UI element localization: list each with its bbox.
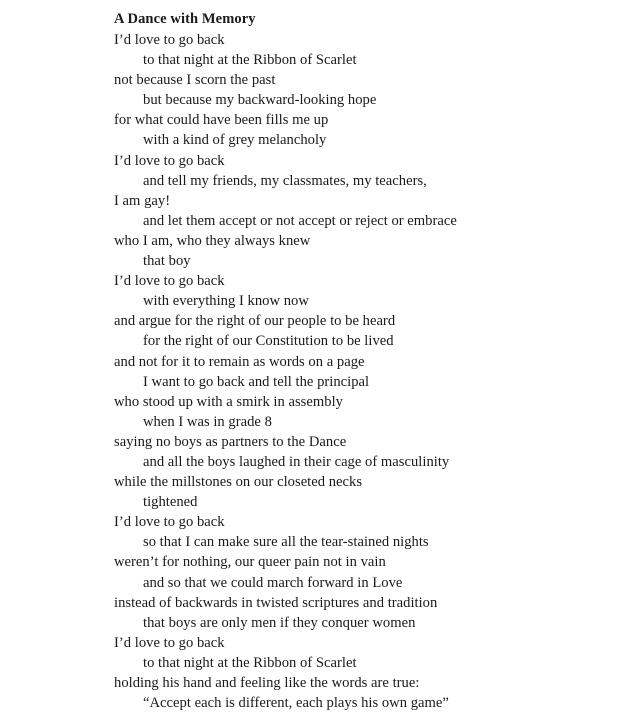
poem-line: who stood up with a smirk in assembly [114,393,343,410]
poem-line: I’d love to go back [114,32,225,48]
poem-line: to that night at the Ribbon of Scarlet [143,654,357,671]
poem-line: weren’t for nothing, our queer pain not in vain [114,554,386,571]
poem-line: not because I scorn the past [114,72,276,89]
poem-line: tightened [143,494,198,511]
poem-line: for the right of our Constitution to be lived [143,333,394,350]
poem-line: with everything I know now [143,293,309,310]
poem-line: but because my backward-looking hope [143,92,377,109]
page-title: A Dance with Memory [114,10,256,27]
poem-line: and all the boys laughed in their cage of masculinity [143,453,450,470]
poem-line: I’d love to go back [114,514,225,531]
poem-line: and so that we could march forward in Love [143,574,403,591]
poem-line: that boy [143,253,191,270]
poem-line: to that night at the Ribbon of Scarlet [143,52,357,69]
poem-line: for what could have been fills me up [114,112,329,129]
poem-line: I’d love to go back [114,634,225,651]
poem-line: instead of backwards in twisted scriptures and tradition [114,594,438,611]
poem-line: and tell my friends, my classmates, my teachers, [143,172,427,189]
poem-line: I’d love to go back [114,273,225,290]
poem-line: I am gay! [114,192,171,209]
poem-line: when I was in grade 8 [143,413,272,430]
poem-line: and let them accept or not accept or reject or embrace [143,212,457,229]
poem-body [114,30,614,713]
poem-line: with a kind of grey melancholy [143,132,327,149]
poem-line: “Accept each is different, each plays his own game” [143,695,449,712]
poem-line: holding his hand and feeling like the words are true: [114,675,420,691]
poem-line: I’d love to go back [114,152,225,169]
poem-line: saying no boys as partners to the Dance [114,433,347,450]
poem-line: so that I can make sure all the tear-stained nights [143,534,429,551]
poem-line: I want to go back and tell the principal [143,373,370,390]
poem-line: who I am, who they always knew [114,232,311,249]
poem-line: that boys are only men if they conquer women [143,614,416,631]
poem-line: and argue for the right of our people to be heard [114,313,396,330]
poem-line: while the millstones on our closeted necks [114,474,363,491]
poem-line: and not for it to remain as words on a page [114,353,365,370]
